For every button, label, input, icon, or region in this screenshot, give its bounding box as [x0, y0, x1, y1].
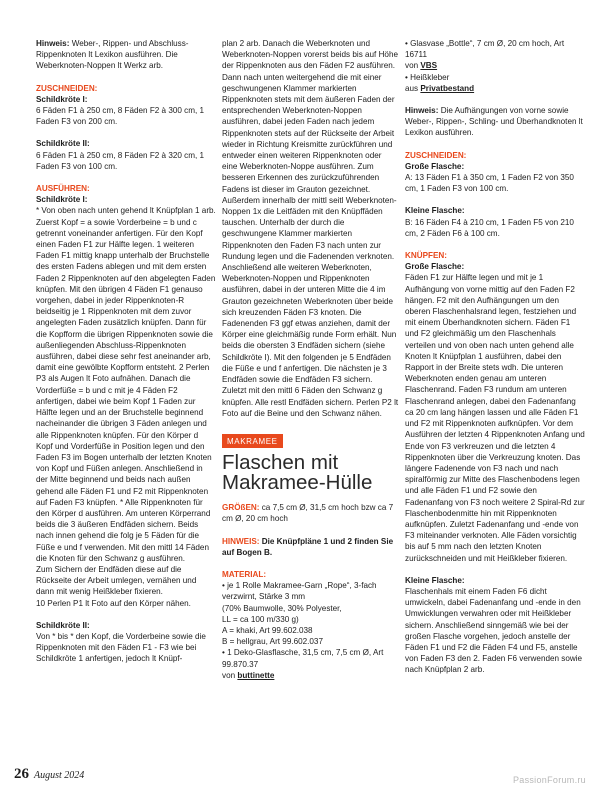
subheading: Schildkröte II:: [36, 620, 90, 630]
subheading: Schildkröte II:: [36, 139, 90, 149]
material-item: • je 1 Rolle Makramee-Garn „Rope“, 3-fach verzwirnt, Stärke 3 mm: [222, 581, 377, 602]
watermark: PassionForum.ru: [512, 775, 586, 785]
paragraph: plan 2 arb. Danach die Weberknoten und Weberknoten-Noppen vorerst beids bis auf Höhe der Rippenknoten aus den Fäden F2 ausführen. Dann nach unten weitergehend die mit einer geschwungenen Klammer markierten Rippenknoten stets mit dem äußeren Faden der entsprechenden Weberknoten-Noppen ausführen, dabei jeden Faden nach jedem Rippenknoten stets auf der Rückseite der Arbeit wieder in Richtung Kreismitte zurückführen und entweder einen weiteren Rippenknoten oder eine Weberknoten-Noppe ausführen. Zum besseren Erkennen des zurückzuführenden Fadens ist dieser im Grauton gezeichnet. Außerdem innerhalb der mittl seitl Weberknoten-Noppen 1x die Leitfäden mit den Knüpffäden tauschen. Unterhalb der durch die geschwungene Klammer markierten Rippenknoten den Faden F3 nach unten zur Rundung legen und die Fadenenden verknoten. Anschließend alle weiteren Weberknoten, Weberknoten-Noppen und Rippenknoten ausführen, dabei in der unteren Mitte die 4 im Grauton gezeichneten Weberknoten über beide sich kreuzenden Fäden F3 knoten. Die Fadenenden F3 ggf etwas anziehen, damit der Körper eine gleichmäßig runde Form erhält. Nun beids die obersten 3 Endfäden sichern (siehe Schildkröte I). Mit den folgenden je 5 Endfäden die Füße e und f anfertigen. Die nächsten je 3 Endfäden sowie die Endfäden F3 sichern. Zuletzt mit den mittl 6 Fäden den Schwanz g knüpfen. Alle restl Endfäden sichern. Perlen P2 lt Foto auf die Beine und den Schwanz nähen.: [222, 39, 399, 418]
material-color: B = hellgrau, Art 99.602.037: [222, 637, 323, 647]
zuschneiden-heading: ZUSCHNEIDEN:: [405, 150, 467, 160]
ausfuehren-heading: AUSFÜHREN:: [36, 184, 90, 194]
paragraph: A: 13 Fäden F1 à 350 cm, 1 Faden F2 von 350 cm, 1 Faden F3 von 100 cm.: [405, 173, 574, 194]
paragraph: * Von oben nach unten gehend lt Knüpfplan 1 arb. Zuerst Kopf = a sowie Vorderbeine = b und c getrennt voneinander anfertigen. Für den Kopf einen Faden F1 zur Hälfte legen. 1 weiteren Faden F1 mittig knapp unterhalb der Bruchstelle des ersten Fadens ablegen und mit dem ersten Faden 2 Rippenknoten auf den abgelegten Faden knüpfen. Mit den übrigen 4 Fäden F1 genauso vorgehen, dabei in jeder Rippenknoten-R beidseitig je 1 Rippenknoten mit dem zuvor angelegten Faden zusätzlich knüpfen. Dann für die Kopfform die übrigen Rippenknoten sowie die außenliegenden Abschluss-Rippenknoten ausführen, dabei diese sehr fest aneinander arb, damit eine gewölbte Kopfform entsteht. 2 Perlen P3 als Augen lt Foto aufnähen. Danach die Vorderfüße = b und c mit je 4 Fäden F2 anfertigen, dabei wie beim Kopf 1 Faden zur Hälfte legen und an der Bruchstelle beginnend nacheinander die übrigen 3 Fäden anlegen und alle Rippenknoten knüpfen. Für den Körper d Kopf und Vorderfüße in Position legen und den Faden F3 im Bogen unterhalb der letzten Knoten von Kopf und Füßen anlegen. Anschließend in der Mitte beginnend und beids nach außen gehend alle Fäden F1 und F2 mit Rippenknoten auf Faden F3 knüpfen. * Alle Rippenknoten für den Körper d ausführen. Am unteren Körperrand beids die 3 äußeren Endfäden sichern. Beids nach innen gehend die folg je 5 Fäden für die Füße e und f verwenden. Mit den mittl 14 Fäden die Knoten für den Schwanz g ausführen.: [36, 206, 216, 563]
article-title: Flaschen mit Makramee-Hülle: [222, 451, 373, 495]
column-right: [405, 38, 585, 676]
material-item: LL = ca 100 m/330 g): [222, 614, 299, 624]
subheading: Schildkröte I:: [36, 195, 88, 205]
category-badge: MAKRAMEE: [222, 434, 283, 448]
material-source: von VBS: [405, 61, 438, 71]
material-source: von buttinette: [222, 670, 275, 680]
subheading: Große Flasche:: [405, 161, 465, 171]
material-item: • 1 Deko-Glasflasche, 31,5 cm, 7,5 cm Ø, Art 99.870.37: [222, 648, 384, 669]
paragraph: 6 Fäden F1 à 250 cm, 8 Fäden F2 à 300 cm, 1 Faden F3 von 200 cm.: [36, 106, 205, 127]
subheading: Große Flasche:: [405, 262, 465, 272]
material-item: (70% Baumwolle, 30% Polyester,: [222, 603, 342, 613]
material-item: • Heißkleber: [405, 72, 450, 82]
zuschneiden-heading: ZUSCHNEIDEN:: [36, 83, 98, 93]
column-middle: [222, 38, 399, 681]
hinweis-paragraph: HINWEIS: Die Knüpfpläne 1 und 2 finden Sie auf Bogen B.: [222, 536, 394, 557]
page-number: 26: [14, 766, 29, 782]
issue-date: August 2024: [34, 770, 85, 781]
groessen-paragraph: GRÖßEN: ca 7,5 cm Ø, 31,5 cm hoch bzw ca 7 cm Ø, 20 cm hoch: [222, 503, 394, 524]
material-color: A = khaki, Art 99.602.038: [222, 625, 313, 635]
material-source: aus Privatbestand: [405, 83, 475, 93]
subheading: Kleine Flasche:: [405, 575, 465, 585]
subheading: Kleine Flasche:: [405, 206, 465, 216]
paragraph: Von * bis * den Kopf, die Vorderbeine sowie die Rippenknoten mit den Fäden F1 - F3 wie bei Schildkröte 1 anfertigen, jedoch lt Knüpf-: [36, 631, 206, 664]
paragraph: 6 Fäden F1 à 250 cm, 8 Fäden F2 à 320 cm, 1 Faden F3 von 100 cm.: [36, 150, 205, 171]
material-heading: MATERIAL:: [222, 569, 267, 579]
page-footer: [14, 766, 84, 783]
material-item: • Glasvase „Bottle“, 7 cm Ø, 20 cm hoch, Art 16711: [405, 39, 565, 60]
subheading: Schildkröte I:: [36, 94, 88, 104]
paragraph: 10 Perlen P1 lt Foto auf den Körper nähen.: [36, 598, 191, 608]
hinweis-paragraph: Hinweis: Die Aufhängungen von vorne sowie Weber-, Rippen-, Schling- und Überhandknoten lt Lexikon ausführen.: [405, 106, 583, 138]
paragraph: B: 16 Fäden F4 à 210 cm, 1 Faden F5 von 210 cm, 2 Fäden F6 à 100 cm.: [405, 217, 574, 238]
paragraph: Flaschenhals mit einem Faden F6 dicht umwickeln, dabei Fadenanfang und -ende in den Umwicklungen verwahren oder mit Heißkleber sichern. Anschließend sinngemäß wie bei der großen Flasche vorgehen, jedoch anstelle der Fäden F1 und F2 die Fäden F4 und F5, anstelle von Faden F3 den 2. Faden F6 verwenden sowie nach Knüpfplan 2 arb.: [405, 586, 583, 675]
hinweis-paragraph: Hinweis: Weber-, Rippen- und Abschluss-Rippenknoten lt Lexikon ausführen. Die Weberknoten-Noppen lt Werkz arb.: [36, 39, 189, 71]
column-left: [36, 38, 216, 665]
paragraph: Zum Sichern der Endfäden diese auf die Rückseite der Arbeit umlegen, vernähen und dann mit wenig Heißkleber fixieren.: [36, 564, 197, 597]
paragraph: Fäden F1 zur Hälfte legen und mit je 1 Aufhängung von vorne mittig auf den Faden F2 hängen. F2 mit den Aufhängungen um den oberen Flaschenhalsrand legen, festziehen und mit einem Überhandknoten sichern. Fäden F1 und F2 gleichmäßig um den Flaschenhals verteilen und von oben nach unten gehend alle Knoten lt Knüpfplan 1 ausführen, dabei den Rapport in der Breite stets wdh. Die unteren Weberknoten enden genau am unteren Flaschenrand. Faden F3 rundum am unteren Flaschenrand anlegen, dabei den Fadenanfang ca 20 cm lang hängen lassen und alle Fäden F1 und F2 mit Rippenknoten aufknüpfen. Vor dem Ausführen der letzten 4 Rippenknoten Anfang und Ende von F3 verkreuzen und die letzten 4 Rippenknoten über die Verkreuzung knoten. Das längere Fadenende von F3 nach und nach spiralförmig zur Mitte des Flaschenbodens legen und alle Fäden F1 und F2 sowie den Fadenanfang von F3 noch weitere 2 Spiral-Rd zur Flaschenbodenmitte hin mit Rippenknoten aufknüpfen. Zuletzt Fadenanfang und -ende von F3 miteinander verknoten. Alle Fäden vorsichtig bis auf 5 mm nach den letzten Knoten zurückschneiden und mit Heißkleber fixieren.: [405, 273, 585, 563]
knuepfen-heading: KNÜPFEN:: [405, 251, 447, 261]
